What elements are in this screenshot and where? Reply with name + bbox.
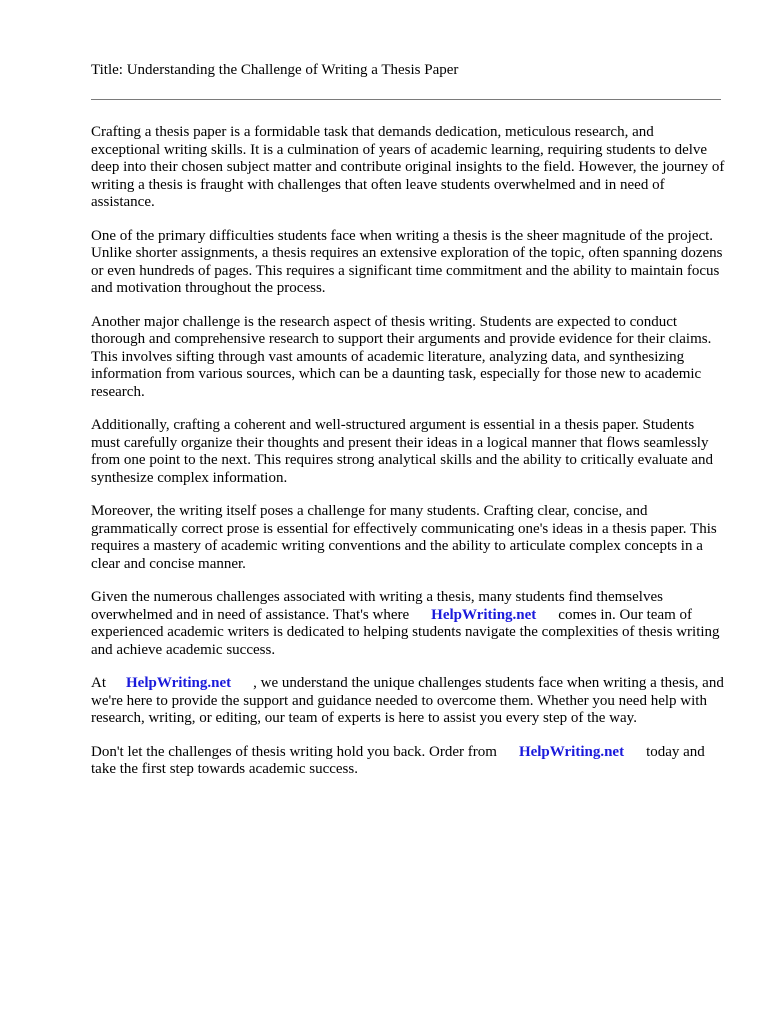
document-body bbox=[91, 124, 727, 779]
paragraph-support-text-before: At bbox=[91, 675, 106, 691]
paragraph-support-text-after: , we understand the unique challenges students face when writing a thesis, and we're here to provide the support and guidance needed to overcome them. Whether you need help with research, writing, or editing, our team of experts is here to assist you every step of the way. bbox=[91, 675, 724, 726]
helpwriting-link[interactable]: HelpWriting.net bbox=[126, 675, 232, 691]
document-title: Title: Understanding the Challenge of Writing a Thesis Paper bbox=[91, 62, 459, 78]
helpwriting-link[interactable]: HelpWriting.net bbox=[518, 743, 625, 760]
paragraph-magnitude: One of the primary difficulties students face when writing a thesis is the sheer magnitude of the project. Unlike shorter assignments, a thesis requires an extensive exploration of the topic, often spanning dozens or even hundreds of pages. This requires a significant time commitment and the ability to maintain focus and motivation throughout the process. bbox=[91, 227, 723, 296]
document-page bbox=[91, 60, 727, 795]
paragraph-cta-text-before: Don't let the challenges of thesis writing hold you back. Order from bbox=[91, 743, 497, 760]
paragraph-cta-text-after: today and take the first step towards academic success. bbox=[91, 743, 705, 777]
paragraph-assistance bbox=[91, 589, 725, 659]
paragraph-writing: Moreover, the writing itself poses a challenge for many students. Crafting clear, concise, and grammatically correct prose is essential for effectively communicating one's ideas in a thesis paper. This requires a mastery of academic writing conventions and the ability to articulate complex concepts in a clear and concise manner. bbox=[91, 503, 717, 572]
paragraph-support bbox=[91, 675, 725, 728]
paragraph-assistance-text-after: comes in. Our team of experienced academic writers is dedicated to helping students navigate the complexities of thesis writing and achieve academic success. bbox=[91, 606, 720, 658]
title-divider bbox=[91, 99, 721, 100]
helpwriting-link[interactable]: HelpWriting.net bbox=[431, 606, 537, 623]
paragraph-argument: Additionally, crafting a coherent and well-structured argument is essential in a thesis paper. Students must carefully organize their thoughts and present their ideas in a logical manner that flows seamlessly from one point to the next. This requires strong analytical skills and the ability to critically evaluate and synthesize complex information. bbox=[91, 417, 714, 486]
paragraph-assistance-text-before: Given the numerous challenges associated with writing a thesis, many students find themselves overwhelmed and in need of assistance. That's where bbox=[91, 589, 663, 623]
paragraph-call-to-action bbox=[91, 744, 725, 779]
paragraph-research: Another major challenge is the research aspect of thesis writing. Students are expected to conduct thorough and comprehensive research to support their arguments and provide evidence for their claims. This involves sifting through vast amounts of academic literature, analyzing data, and synthesizing information from various sources, which can be a daunting task, especially for those new to academic research. bbox=[91, 313, 712, 400]
paragraph-intro: Crafting a thesis paper is a formidable task that demands dedication, meticulous research, and exceptional writing skills. It is a culmination of years of academic learning, requiring students to delve deep into their chosen subject matter and contribute original insights to the field. However, the journey of writing a thesis is fraught with challenges that often leave students overwhelmed and in need of assistance. bbox=[91, 124, 725, 210]
